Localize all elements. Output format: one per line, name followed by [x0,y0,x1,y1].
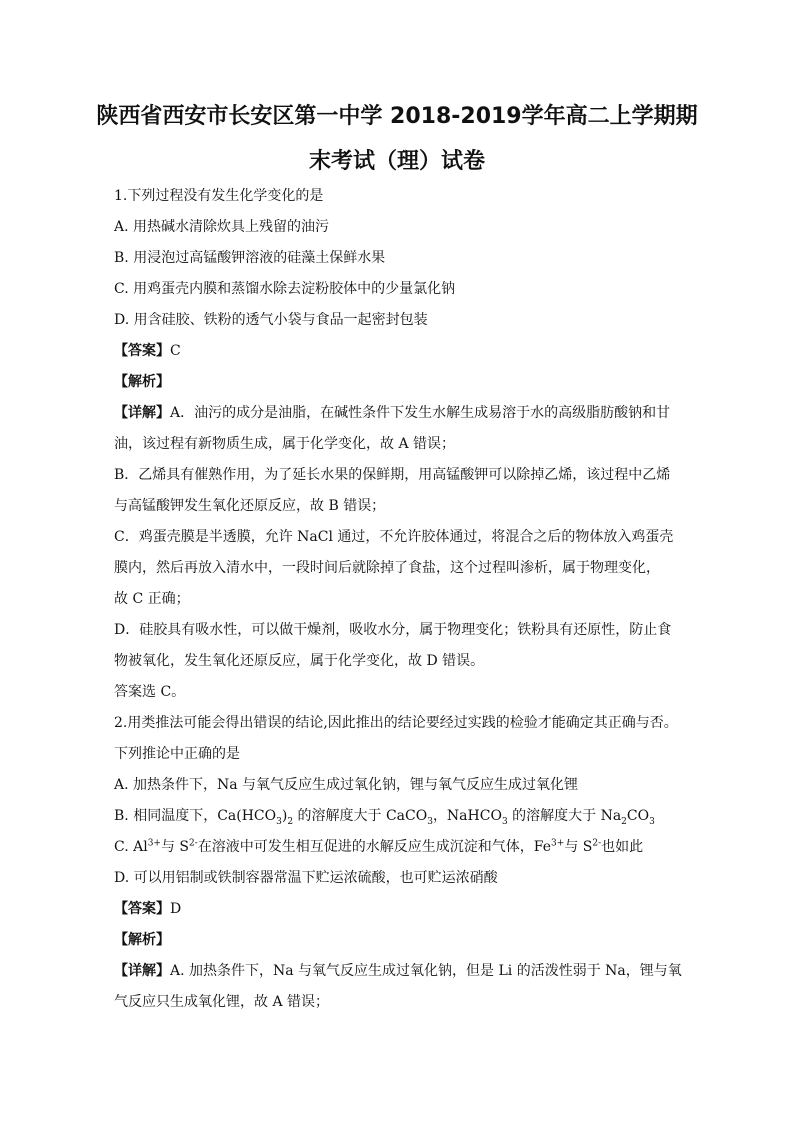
q2-detail-label: 【详解】 [114,963,170,979]
q2-option-b-text: B. 相同温度下，Ca(HCO [114,808,277,824]
q2-option-b-text: ，NaHCO [432,808,502,824]
q1-option-c: C. 用鸡蛋壳内膜和蒸馏水除去淀粉胶体中的少量氯化钠 [114,281,456,297]
q1-detail-b-line1: B．乙烯具有催熟作用，为了延长水果的保鲜期，用高锰酸钾可以除掉乙烯，该过程中乙烯 [114,467,671,483]
q2-option-d: D. 可以用铝制或铁制容器常温下贮运浓硫酸，也可贮运浓硝酸 [114,870,498,886]
q2-option-c-text: 与 S [160,839,190,855]
q1-answer-value: C [170,343,181,359]
page-title-line-2: 末考试（理）试卷 [308,149,485,174]
subscript: 2 [621,816,627,827]
q1-detail-d-line1: D．硅胶具有吸水性，可以做干燥剂，吸收水分，属于物理变化；铁粉具有还原性，防止食 [114,622,672,638]
q2-option-c [114,837,643,857]
subscript: 3 [427,816,433,827]
q1-detail-a1: A．油污的成分是油脂，在碱性条件下发生水解生成易溶于水的高级脂肪酸钠和甘 [170,405,671,421]
q2-option-c-text: 与 S [564,839,593,855]
q1-detail-d-line2: 物被氧化，发生氧化还原反应，属于化学变化，故 D 错误。 [114,653,485,669]
subscript: 3 [501,816,508,827]
q2-answer [114,899,181,919]
q1-option-a: A. 用热碱水清除炊具上残留的油污 [114,219,330,235]
q2-option-c-text: C. Al [114,839,148,855]
q1-detail-label: 【详解】 [114,405,170,421]
superscript: 2- [592,838,602,849]
q1-conclusion: 答案选 C。 [114,684,186,700]
q2-analysis-label: 【解析】 [114,932,170,948]
q2-option-c-text: 在溶液中可发生相互促进的水解反应生成沉淀和气体，Fe [197,839,552,855]
subscript: 3 [276,816,282,827]
page-title-line-1: 陕西省西安市长安区第一中学 2018-2019学年高二上学期期 [96,104,698,129]
q2-detail-a-line1 [114,961,682,981]
q2-stem-line2: 下列推论中正确的是 [114,746,240,762]
q2-answer-value: D [170,901,182,917]
q1-stem: 1.下列过程没有发生化学变化的是 [114,188,324,204]
q2-stem-line1: 2.用类推法可能会得出错误的结论,因此推出的结论要经过实践的检验才能确定其正确与否。 [114,715,678,731]
superscript: 3+ [147,838,161,849]
q1-detail-c-line3: 故 C 正确； [114,591,190,607]
q1-detail-a-line1 [114,403,670,423]
q1-answer-label: 【答案】 [114,343,170,359]
q1-option-d: D. 用含硅胶、铁粉的透气小袋与食品一起密封包装 [114,312,428,328]
q1-detail-a-line2: 油，该过程有新物质生成，属于化学变化，故 A 错误； [114,436,456,452]
q2-option-b-text: 的溶解度大于 Na [507,808,622,824]
q1-detail-b-line2: 与高锰酸钾发生氧化还原反应，故 B 错误； [114,498,386,514]
q1-answer [114,341,181,361]
subscript: 3 [649,816,655,827]
q1-detail-c-line1: C．鸡蛋壳膜是半透膜，允许 NaCl 通过，不允许胶体通过，将混合之后的物体放入鸡蛋壳 [114,529,674,545]
q2-detail-a-line2: 气反应只生成氧化锂，故 A 错误； [114,994,330,1010]
q2-detail-a1: A. 加热条件下，Na 与氧气反应生成过氧化钠，但是 Li 的活泼性弱于 Na，锂与氧 [170,963,682,979]
superscript: 2- [189,838,198,849]
q2-option-b-text: CO [626,808,650,824]
q2-option-a: A. 加热条件下，Na 与氧气反应生成过氧化钠，锂与氧气反应生成过氧化锂 [114,777,579,793]
superscript: 3+ [551,838,565,849]
q1-detail-c-line2: 膜内，然后再放入清水中，一段时间后就除掉了食盐，这个过程叫渗析，属于物理变化， [114,560,660,576]
q2-option-b-text: 的溶解度大于 CaCO [293,808,428,824]
q1-option-b: B. 用浸泡过高锰酸钾溶液的硅藻土保鲜水果 [114,250,386,266]
q2-option-c-text: 也如此 [601,839,644,855]
q1-analysis-label: 【解析】 [114,374,170,390]
subscript: 2 [287,816,294,827]
q2-option-b [114,806,655,826]
q2-answer-label: 【答案】 [114,901,170,917]
q2-option-b-text: ) [281,808,288,824]
